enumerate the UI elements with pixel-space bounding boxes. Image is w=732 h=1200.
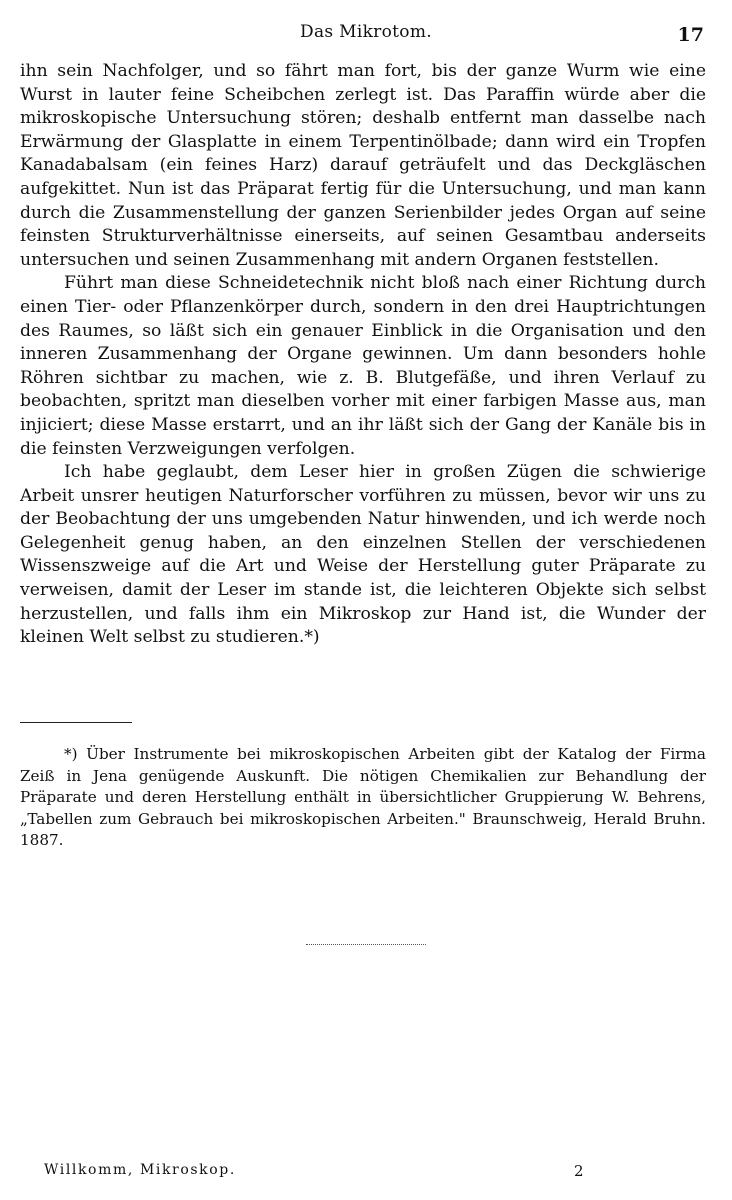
paragraph-schneidetechnik: Führt man diese Schneidetechnik nicht bloß nach einer Richtung durch einen Tier- oder Pflanzenkörper durch, sondern in den drei Hauptrichtungen des Raumes, so läßt sich ein genauer Einblick in die Organisation und den inneren Zusammenhang der Organe gewinnen. Um dann besonders hohle Röhren sichtbar zu machen, wie z. B. Blutgefäße, und ihren Verlauf zu beobachten, spritzt man dieselben vorher mit einer farbigen Masse aus, man injiciert; diese Masse erstarrt, und an ihr läßt sich der Gang der Kanäle bis in die feinsten Verzweigungen verfolgen. [20,273,706,459]
footnote-divider [20,722,132,723]
signature-sheet-number: 2 [574,1162,584,1180]
page-number: 17 [677,24,704,46]
footnote-text: *) Über Instrumente bei mikroskopischen Arbeiten gibt der Katalog der Firma Zeiß in Jena genügende Auskunft. Die nötigen Chemikalien zur Behandlung der Präparate und deren Herstellung enthält in übersichtlicher Gruppierung W. Behrens, „Tabellen zum Gebrauch bei mikroskopischen Arbeiten." Braunschweig, Herald Bruhn. 1887. [20,745,706,849]
end-ornament [306,944,426,945]
running-head [0,18,732,48]
running-title: Das Mikrotom. [300,22,432,42]
paragraph-continuation: ihn sein Nachfolger, und so fährt man fort, bis der ganze Wurm wie eine Wurst in lauter feine Scheibchen zerlegt ist. Das Paraffin würde aber die mikroskopische Untersuchung stören; deshalb entfernt man dasselbe nach Erwärmung der Glasplatte in einem Terpentinölbade; dann wird ein Tropfen Kanadabalsam (ein feines Harz) darauf geträufelt und das Deckgläschen aufgekittet. Nun ist das Präparat fertig für die Untersuchung, und man kann durch die Zusammenstellung der ganzen Serienbilder jedes Organ auf seine feinsten Strukturverhältnisse einerseits, auf seinen Gesamtbau anderseits untersuchen und seinen Zusammenhang mit andern Organen feststellen. [20,61,706,270]
signature-author: Willkomm, Mikroskop. [44,1162,236,1178]
paragraph-conclusion: Ich habe geglaubt, dem Leser hier in großen Zügen die schwierige Arbeit unsrer heutigen Naturforscher vorführen zu müssen, bevor wir uns zu der Beobachtung der uns umgebenden Natur hinwenden, und ich werde noch Gelegenheit genug haben, an den einzelnen Stellen der verschiedenen Wissenszweige auf die Art und Weise der Herstellung guter Präparate zu verweisen, damit der Leser im stande ist, die leichteren Objekte sich selbst herzustellen, und falls ihm ein Mikroskop zur Hand ist, die Wunder der kleinen Welt selbst zu studieren.*) [20,462,706,648]
signature-line [0,1162,732,1186]
footnote [20,744,706,852]
body-text [20,60,706,650]
